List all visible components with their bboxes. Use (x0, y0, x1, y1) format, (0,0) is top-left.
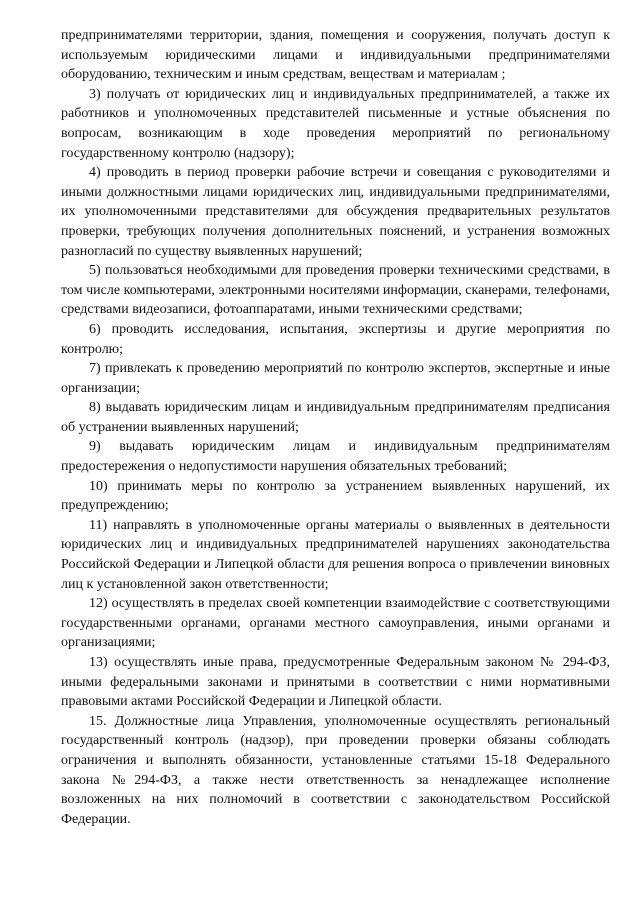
paragraph-item-4: 4) проводить в период проверки рабочие встречи и совещания с руководителями и иными должностными лицами юридических лиц, индивидуальными предпринимателями, их уполномоченными представителями для обсуждения предварительных результатов проверки, требующих получения дополнительных пояснений, и устранения возможных разногласий по существу выявленных нарушений; (61, 165, 610, 259)
paragraph-item-8: 8) выдавать юридическим лицам и индивидуальным предпринимателям предписания об устранении выявленных нарушений; (61, 400, 610, 435)
paragraph-item-11: 11) направлять в уполномоченные органы материалы о выявленных в деятельности юридических лиц и индивидуальных предпринимателей нарушениях законодательства Российской Федерации и Липецкой области для решения вопроса о привлечении виновных лиц к установленной закон ответственности; (61, 517, 610, 592)
paragraph-item-9: 9) выдавать юридическим лицам и индивидуальным предпринимателям предостережения о недопустимости нарушения обязательных требований; (61, 439, 610, 475)
paragraph-item-10: 10) принимать меры по контролю за устранением выявленных нарушений, их предупреждению; (61, 478, 610, 514)
paragraph-continuation: предпринимателями территории, здания, помещения и сооружения, получать доступ к используемым юридическими лицами и индивидуальными предпринимателями оборудованию, техническим и иным средствам, веществам и материалам ; (61, 28, 610, 83)
paragraph-item-12: 12) осуществлять в пределах своей компетенции взаимодействие с соответствующими государственными органами, органами местного самоуправления, иными органами и организациями; (61, 596, 610, 651)
paragraph-item-7: 7) привлекать к проведению мероприятий по контролю экспертов, экспертные и иные организации; (61, 361, 610, 396)
paragraph-item-5: 5) пользоваться необходимыми для проведения проверки техническими средствами, в том числе компьютерами, электронными носителями информации, сканерами, телефонами, средствами видеозаписи, фотоаппаратами, иными техническими средствами; (61, 263, 610, 318)
paragraph-item-3: 3) получать от юридических лиц и индивидуальных предпринимателей, а также их работников и уполномоченных представителей письменные и устные объяснения по вопросам, возникающим в ходе проведения мероприятий по региональному государственному контролю (надзору); (61, 86, 610, 161)
paragraph-section-15: 15. Должностные лица Управления, уполномоченные осуществлять региональный государственный контроль (надзор), при проведении проверки обязаны соблюдать ограничения и выполнять обязанности, установленные статьями 15-18 Федерального закона №294-ФЗ, а также нести ответственность за ненадлежащее исполнение возложенных на них полномочий в соответствии с законодательством Российской Федерации. (61, 713, 610, 827)
paragraph-item-13: 13) осуществлять иные права, предусмотренные Федеральным законом № 294-ФЗ, иными федеральными законами и принятыми в соответствии с ними нормативными правовыми актами Российской Федерации и Липецкой области. (61, 655, 610, 710)
paragraph-item-6: 6) проводить исследования, испытания, экспертизы и другие мероприятия по контролю; (61, 321, 610, 357)
